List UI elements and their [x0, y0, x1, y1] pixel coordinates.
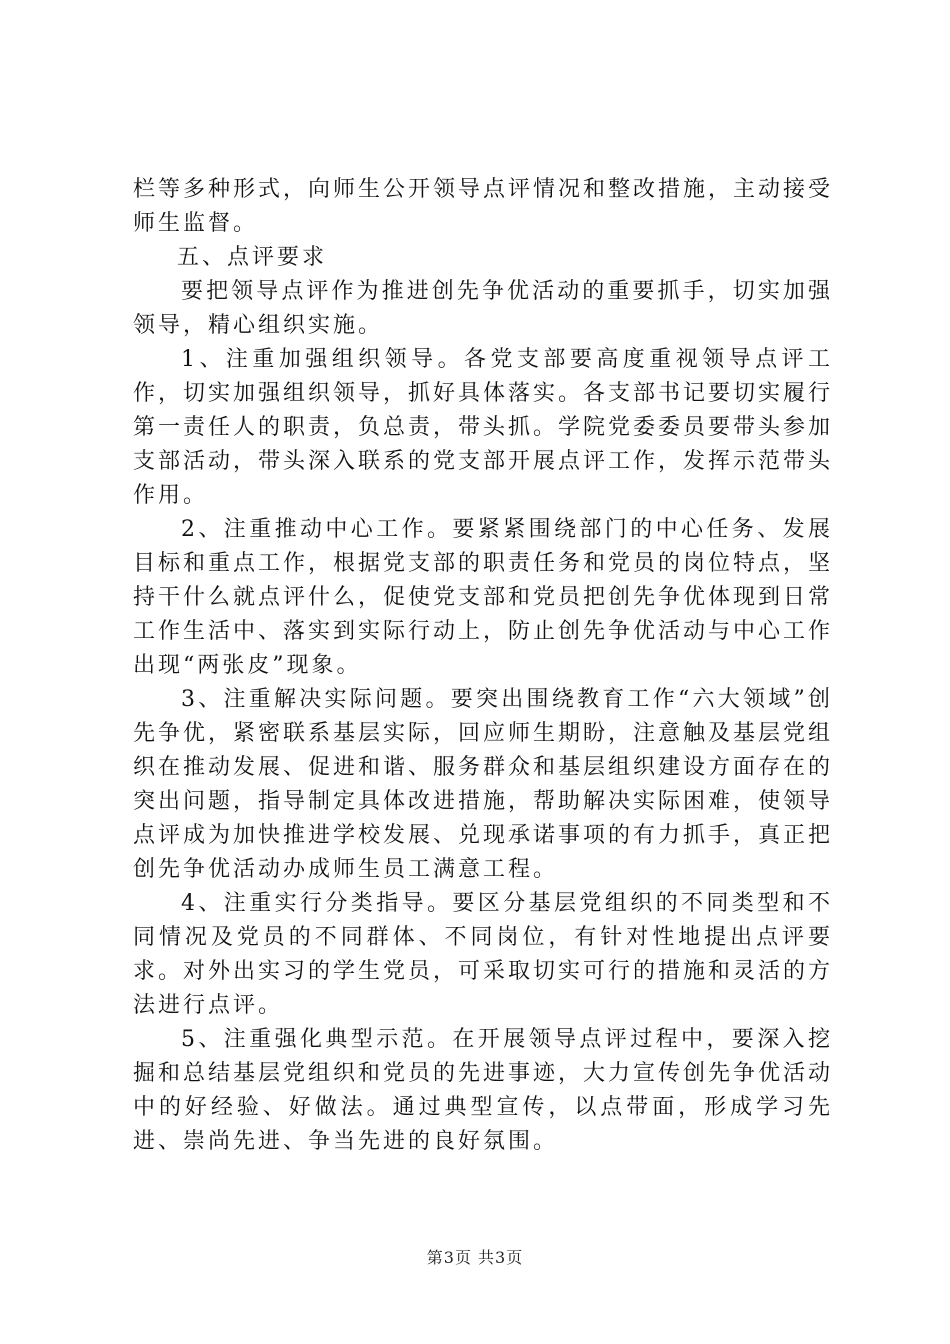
paragraph-item-2: 2、注重推动中心工作。要紧紧围绕部门的中心任务、发展目标和重点工作，根据党支部的职责任务和党员的岗位特点，坚持干什么就点评什么，促使党支部和党员把创先争优体现到日常工作生活中、落实到实际行动上，防止创先争优活动与中心工作出现“两张皮”现象。	[133, 517, 834, 678]
paragraph-item-3: 3、注重解决实际问题。要突出围绕教育工作“六大领域”创先争优，紧密联系基层实际，回应师生期盼，注意触及基层党组织在推动发展、促进和谐、服务群众和基层组织建设方面存在的突出问题，指导制定具体改进措施，帮助解决实际困难，使领导点评成为加快推进学校发展、兑现承诺事项的有力抓手，真正把创先争优活动办成师生员工满意工程。	[133, 687, 834, 882]
page-number-footer: 第3页 共3页	[426, 1248, 524, 1267]
section-heading: 五、点评要求	[177, 245, 328, 270]
paragraph-intro: 要把领导点评作为推进创先争优活动的重要抓手，切实加强领导，精心组织实施。	[133, 279, 833, 338]
paragraph-item-5: 5、注重强化典型示范。在开展领导点评过程中，要深入挖掘和总结基层党组织和党员的先进事迹，大力宣传创先争优活动中的好经验、好做法。通过典型宣传，以点带面，形成学习先进、崇尚先进、争当先进的良好氛围。	[133, 1027, 834, 1154]
paragraph-item-1: 1、注重加强组织领导。各党支部要高度重视领导点评工作，切实加强组织领导，抓好具体落实。各支部书记要切实履行第一责任人的职责，负总责，带头抓。学院党委委员要带头参加支部活动，带头深入联系的党支部开展点评工作，发挥示范带头作用。	[133, 347, 834, 508]
paragraph-continuation: 栏等多种形式，向师生公开领导点评情况和整改措施，主动接受师生监督。	[133, 177, 834, 236]
document-body	[133, 173, 833, 1159]
paragraph-item-4: 4、注重实行分类指导。要区分基层党组织的不同类型和不同情况及党员的不同群体、不同岗位，有针对性地提出点评要求。对外出实习的学生党员，可采取切实可行的措施和灵活的方法进行点评。	[133, 891, 834, 1018]
